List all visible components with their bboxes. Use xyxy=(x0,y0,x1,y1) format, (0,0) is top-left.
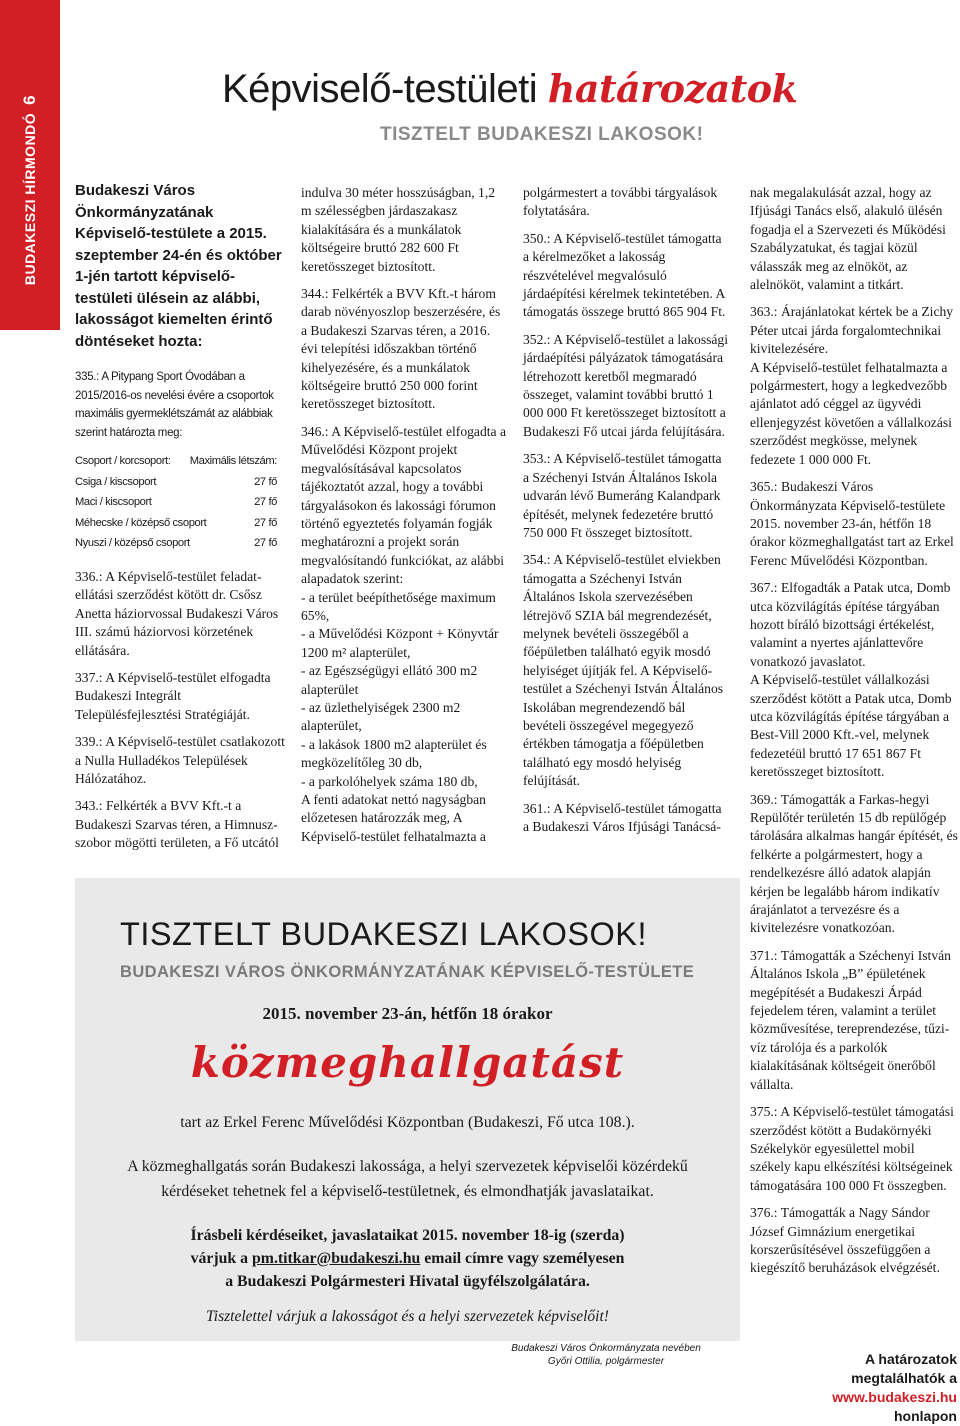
resolution-361: 361.: A Képviselő-testület támogatta a Budakeszi Város Ifjúsági Tanácsá- xyxy=(523,800,722,834)
resolution-337: 337.: A Képviselő-testület elfogadta Budakeszi Integrált Településfejlesztési Stratégiáját. xyxy=(75,670,271,722)
list-item: - az Egészségügyi ellátó 300 m2 alapterület xyxy=(301,663,478,697)
resolution-363: 363.: Árajánlatokat kértek be a Zichy Péter utcai járda forgalomtechnikai kivitelezésére. xyxy=(750,304,954,357)
resolution-344: 344.: Felkérték a BVV Kft.-t három darab növényoszlop beszerzésére, és a Budakeszi Szarvas téren, a 2016. évi telepítési időszakban történő kihelyezésére, és a munkálatok költségeire bruttó 250 000 forint keretösszeget biztosított. xyxy=(301,286,501,412)
resolution-346: 346.: A Képviselő-testület elfogadta a Művelődési Központ projekt megvalósításával kapcsolatos tájékoztatót azzal, hogy a további tárgyalásokon és lakossági fórumon történő egyeztetés folyamán fogják meghatározni a projekt során megvalósítandó funkciókat, az alábbi alapadatok szerint: xyxy=(301,423,506,587)
signature-block xyxy=(506,1342,706,1368)
notice-signoff: Tisztelettel várjuk a lakosságot és a helyi szervezetek képviselőit! xyxy=(206,1308,609,1325)
footer-note xyxy=(775,1350,957,1426)
column-2 xyxy=(301,184,506,855)
title-accent: határozatok xyxy=(547,66,798,111)
resolution-350: 350.: A Képviselő-testület támogatta a kérelmezőket a lakosság részvételével megvalósuló járdaépítési kérelmek tekintetében. A támogatás összege bruttó 865 904 Ft. xyxy=(523,230,726,320)
page-title xyxy=(222,66,797,112)
page-subtitle: TISZTELT BUDAKESZI LAKOSOK! xyxy=(380,124,704,145)
notice-written-line-2 xyxy=(75,1247,740,1270)
resolution-339: 339.: A Képviselő-testület csatlakozott a Nulla Hulladékos Települések Hálózatához. xyxy=(75,734,285,787)
resolution-367-contract: A Képviselő-testület vállalkozási szerződést kötött a Patak utca, Domb utca közvilágítás építése tárgyában a Best-Vill 2000 Kft.-vel, melynek fedezetéül bruttó 17 651 867 Ft keretösszeget biztosított. xyxy=(750,672,952,780)
notice-title: TISZTELT BUDAKESZI LAKOSOK! xyxy=(120,916,648,952)
group-row xyxy=(75,451,285,472)
column-1 xyxy=(75,180,285,862)
publication-name: BUDAKESZI HÍRMONDÓ xyxy=(22,112,38,286)
notice-date: 2015. november 23-án, hétfőn 18 órakor xyxy=(262,1004,553,1023)
notice-subtitle: BUDAKESZI VÁROS ÖNKORMÁNYZATÁNAK KÉPVISELŐ-TESTÜLETE xyxy=(120,963,695,981)
notice-info-line-1: A közmeghallgatás során Budakeszi lakossága, a helyi szervezetek képviselői közérdekű xyxy=(127,1158,688,1175)
group-name: Méhecske / középső csoport xyxy=(75,516,207,529)
resolution-375: 375.: A Képviselő-testület támogatási szerződést kötött a Budakörnyéki Székelykör egyesülettel mobil székely kapu elkészítési költségeinek támogatására 100 000 Ft összegben. xyxy=(750,1104,954,1193)
resolution-353: 353.: A Képviselő-testület támogatta a Széchenyi István Általános Iskola udvarán lévő Bumeráng Kalandpark építését, melynek fedezetére bruttó 750 000 Ft összeget biztosított. xyxy=(523,451,722,540)
resolution-346-end: A fenti adatokat nettó nagyságban előzetesen határozzák meg, A Képviselő-testület felhatalmazta a xyxy=(301,792,486,844)
notice-info-line-2: kérdéseket tehetnek fel a képviselő-testületnek, és elmondhatják javaslataikat. xyxy=(161,1183,654,1200)
group-row xyxy=(75,513,285,534)
resolution-361-cont: nak megalakulását azzal, hogy az Ifjúsági Tanács első, alakuló ülésén fogadja el a Szervezeti és Működési Szabályzatukat, és tagjai közül válasszák meg az elnököt, az alelnököt, valamint a titkárt. xyxy=(750,185,946,293)
list-item: - a parkolóhelyek száma 180 db, xyxy=(301,773,478,789)
resolution-354: 354.: A Képviselő-testület elviekben támogatta a Széchenyi István Általános Iskola szervezésében létrejövő SZIA bál megrendezését, melynek bevételi összegéből a főépületben található egyik mosdó helyiséget újítják fel. A Képviselő-testület a Széchenyi István Általános Iskolában megrendezendő bál bevételi összegével megegyező értékben támogatja a főépületben található egy mosdó helyiség felújítását. xyxy=(523,552,724,789)
resolution-343-cont: indulva 30 méter hosszúságban, 1,2 m szélességben járdaszakasz kialakítására és a munkálatok költségeire bruttó 282 600 Ft keretösszeget biztosított. xyxy=(301,185,496,274)
group-count: 27 fő xyxy=(254,537,277,550)
group-count: Maximális létszám: xyxy=(189,455,277,467)
notice-venue: tart az Erkel Ferenc Művelődési Központban (Budakeszi, Fő utca 108.). xyxy=(180,1114,635,1131)
written-suffix: email címre vagy személyesen xyxy=(420,1250,625,1267)
group-row xyxy=(75,492,285,513)
group-name: Nyuszi / középső csoport xyxy=(75,537,190,550)
group-table xyxy=(75,451,285,554)
notice-written-line-3: a Budakeszi Polgármesteri Hivatal ügyfélszolgálatára. xyxy=(225,1273,590,1290)
notice-written-line-1: Írásbeli kérdéseiket, javaslataikat 2015. november 18-ig (szerda) xyxy=(190,1227,625,1244)
resolution-367: 367.: Elfogadták a Patak utca, Domb utca közvilágítás építése tárgyában hozott bíráló bizottsági értékelést, valamint a nyertes ajánlattevőre vonatkozó javaslatot. xyxy=(750,580,951,669)
group-name: Csoport / korcsoport: xyxy=(75,455,171,467)
list-item: - a terület beépíthetősége maximum 65%, xyxy=(301,589,496,623)
group-count: 27 fő xyxy=(254,475,277,488)
resolution-369: 369.: Támogatták a Farkas-hegyi Repülőtér területén 15 db repülőgép tárolására alkalmas hangár építését, és felkérte a polgármestert, hogy a rendelkezésre álló adatok alapján kérjen be legalább három indikatív árajánlatot a tervezésre és a kivitelezésre vonatkozóan. xyxy=(750,791,958,936)
group-row xyxy=(75,533,285,554)
list-item: - az üzlethelyiségek 2300 m2 alapterület, xyxy=(301,699,461,734)
group-count: 27 fő xyxy=(254,516,277,529)
footer-suffix: honlapon xyxy=(894,1408,957,1424)
list-item: - a Művelődési Központ + Könyvtár 1200 m² alapterület, xyxy=(301,626,499,660)
sidebar-banner xyxy=(0,0,60,330)
parameter-list xyxy=(301,589,506,791)
group-count: 27 fő xyxy=(254,496,277,509)
resolution-335: 335.: A Pitypang Sport Óvodában a 2015/2016-os nevelési évére a csoportok maximális gyermeklétszámát az alábbiak szerint határozta meg: xyxy=(75,371,274,439)
resolution-336: 336.: A Képviselő-testület feladat-ellátási szerződést kötött dr. Csősz Anetta háziorvossal Budakeszi Város III. számú háziorvosi körzetének ellátására. xyxy=(75,568,279,658)
email-link[interactable]: pm.titkar@budakeszi.hu xyxy=(252,1250,421,1267)
column-4 xyxy=(750,184,958,1287)
group-name: Csiga / kiscsoport xyxy=(75,475,157,488)
signature-line-2: Győri Ottilia, polgármester xyxy=(547,1356,665,1367)
resolution-376: 376.: Támogatták a Nagy Sándor József Gimnázium energetikai korszerűsítésével összefüggően a kiegészítő beruházások elvégzését. xyxy=(750,1205,940,1276)
group-name: Maci / kiscsoport xyxy=(75,496,152,509)
title-main: Képviselő-testületi xyxy=(222,67,548,111)
signature-line-1: Budakeszi Város Önkormányzata nevében xyxy=(511,1343,701,1354)
group-row xyxy=(75,472,285,493)
written-prefix: várjuk a xyxy=(190,1250,252,1267)
column-3 xyxy=(523,184,729,845)
resolution-371: 371.: Támogatták a Széchenyi István Általános Iskola „B” épületének megépítését a Budakeszi Árpád fejedelem téren, valamint a terület közművesítése, tereprendezése, tűzi-víz tárolója és a parkolók kialakításának költségeit önerőből vállalta. xyxy=(750,947,951,1092)
website-link[interactable]: www.budakeszi.hu xyxy=(832,1389,957,1405)
resolution-343: 343.: Felkérték a BVV Kft.-t a Budakeszi Szarvas téren, a Himnusz-szobor mögötti területen, a Fő utcától xyxy=(75,798,279,851)
footer-line-1: A határozatok megtalálhatók a xyxy=(851,1351,957,1386)
page-number: 6 xyxy=(20,94,39,105)
resolution-352: 352.: A Képviselő-testület a lakossági járdaépítési pályázatok támogatására létrehozott keretből megmaradó összeget, valamint további bruttó 1 000 000 Ft keretösszeget biztosított a Budakeszi Fő utcai járda felújítására. xyxy=(523,331,729,439)
lead-paragraph: Budakeszi Város Önkormányzatának Képviselő-testülete a 2015. szeptember 24-én és október 1-jén tartott képviselő-testületi ülésein az alábbi, lakosságot kiemelten érintő döntéseket hozta: xyxy=(75,182,282,350)
resolution-363-authorization: A Képviselő-testület felhatalmazta a polgármestert, hogy a legkedvezőbb ajánlatot adó céggel az ügyvédi ellenjegyzést követően a vállalkozási szerződést megkösse, melynek fedezete 1 000 000 Ft. xyxy=(750,359,952,467)
resolution-365: 365.: Budakeszi Város Önkormányzata Képviselő-testülete 2015. november 23-án, hétfőn 18 órakor közmeghallgatást tart az Erkel Ferenc Művelődési Központban. xyxy=(750,479,954,568)
notice-headline: közmeghallgatást xyxy=(190,1038,625,1087)
public-hearing-notice xyxy=(75,878,740,1341)
publication-label xyxy=(20,95,40,285)
footer-line-2 xyxy=(775,1388,957,1426)
resolution-346-cont: polgármestert a további tárgyalások folytatására. xyxy=(523,185,718,219)
list-item: - a lakások 1800 m2 alapterület és megközelítőleg 30 db, xyxy=(301,736,487,771)
